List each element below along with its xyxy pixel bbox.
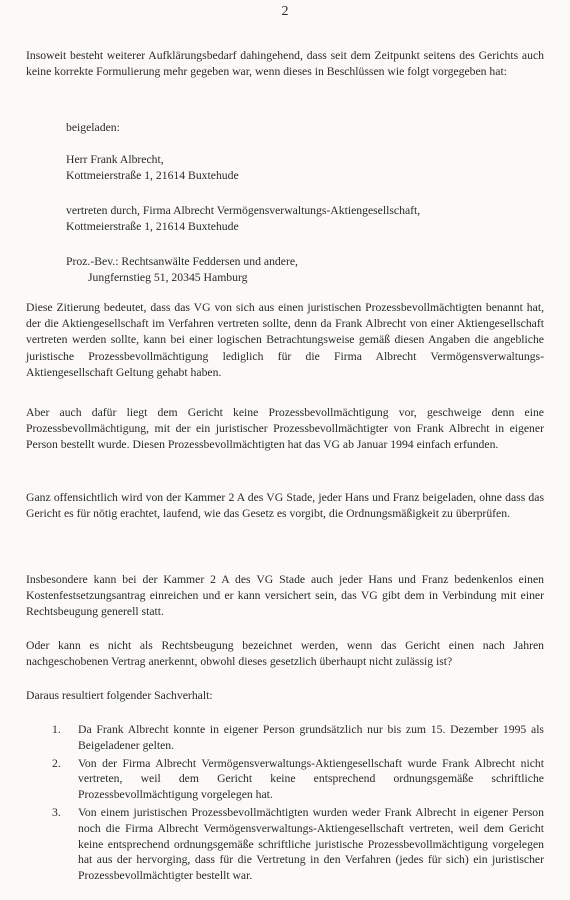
paragraph-no-authority: Aber auch dafür liegt dem Gericht keine Prozessbevollmächtigung vor, geschweige denn eine Prozessbevollmächtigung, mit der ein juristischer Prozessbevollmächtigter von Frank Albrecht in eigener Person bestellt wurde. Diesen Prozessbevollmächtigten hat das VG ab Januar 1994 einfach erfunden. xyxy=(26,406,544,452)
paragraph-citation: Diese Zitierung bedeutet, dass das VG von sich aus einen juristischen Prozessbevollmächtigten benannt hat, der die Aktiengesellschaft im Verfahren vertreten sollte, denn da Frank Albrecht von einer Aktiengesellschaft vertreten werden sollte, kann bei einer logischen Betrachtungsweise gemäß diesen Angaben die angebliche juristische Prozessbevollmächtigung lediglich für die Firma Albrecht Vermögensverwaltungs-Aktiengesellschaft Geltung gehabt haben. xyxy=(26,301,544,379)
list-item-number: 3. xyxy=(52,805,61,819)
list-item-number: 1. xyxy=(52,723,61,736)
represented-by: vertreten durch, Firma Albrecht Vermögensverwaltungs-Aktiengesellschaft, xyxy=(66,204,421,217)
list-item-number: 2. xyxy=(52,756,61,770)
party-address: Kottmeierstraße 1, 21614 Buxtehude xyxy=(66,169,239,182)
facts-list xyxy=(52,722,544,886)
list-item-text: Von einem juristischen Prozessbevollmächtigten wurden weder Frank Albrecht in eigener Person noch die Firma Albrecht Vermögensverwaltungs-Aktiengesellschaft vertreten, weil dem Gericht keine entsprechend ordnungsgemäße schriftliche juristische Prozessbevollmächtigung vorgelegen hat aus der hervorging, dass für die Vertretung in den Verfahren (jedes für sich) ein juristischer Prozessbevollmächtigter bestellt war. xyxy=(78,805,544,883)
list-item-text: Da Frank Albrecht konnte in eigener Person grundsätzlich nur bis zum 15. Dezember 1995 als Beigeladener gelten. xyxy=(78,723,544,752)
list-item-text: Von der Firma Albrecht Vermögensverwaltungs-Aktiengesellschaft wurde Frank Albrecht nicht vertreten, weil dem Gericht keine entsprechend ordnungsgemäße schriftliche Prozessbevollmächtigung vorgelegen hat. xyxy=(78,756,544,802)
represented-address: Kottmeierstraße 1, 21614 Buxtehude xyxy=(66,220,239,233)
party-name: Herr Frank Albrecht, xyxy=(66,153,164,166)
label-beigeladen: beigeladen: xyxy=(66,121,120,134)
counsel-address: Jungfernstieg 51, 20345 Hamburg xyxy=(88,271,248,284)
list-item xyxy=(52,722,544,754)
list-item xyxy=(52,805,544,884)
paragraph-chamber: Ganz offensichtlich wird von der Kammer 2 A des VG Stade, jeder Hans und Franz beigeladen, ohne dass das Gericht es für nötig erachtet, laufend, wie das Gesetz es vorgibt, die Ordnungsmäßigkeit zu überprüfen. xyxy=(26,491,544,521)
page-number: 2 xyxy=(281,4,289,19)
paragraph-cost-application: Insbesondere kann bei der Kammer 2 A des VG Stade auch jeder Hans und Franz bedenkenlos einen Kostenfestsetzungsantrag einreichen und er kann versichert sein, das VG gibt dem in Verbindung mit einer Rechtsbeugung generell statt. xyxy=(26,573,544,619)
counsel-line: Proz.-Bev.: Rechtsanwälte Feddersen und andere, xyxy=(66,255,298,268)
paragraph-result: Daraus resultiert folgender Sachverhalt: xyxy=(26,689,213,702)
paragraph-intro: Insoweit besteht weiterer Aufklärungsbedarf dahingehend, dass seit dem Zeitpunkt seitens des Gerichts auch keine korrekte Formulierung mehr gegeben war, wenn dieses in Beschlüssen wie folgt vorgegeben hat: xyxy=(26,49,544,79)
list-item xyxy=(52,756,544,803)
paragraph-question: Oder kann es nicht als Rechtsbeugung bezeichnet werden, wenn das Gericht einen nach Jahren nachgeschobenen Vertrag anerkennt, obwohl dieses gesetzlich überhaupt nicht zulässig ist? xyxy=(26,639,544,669)
